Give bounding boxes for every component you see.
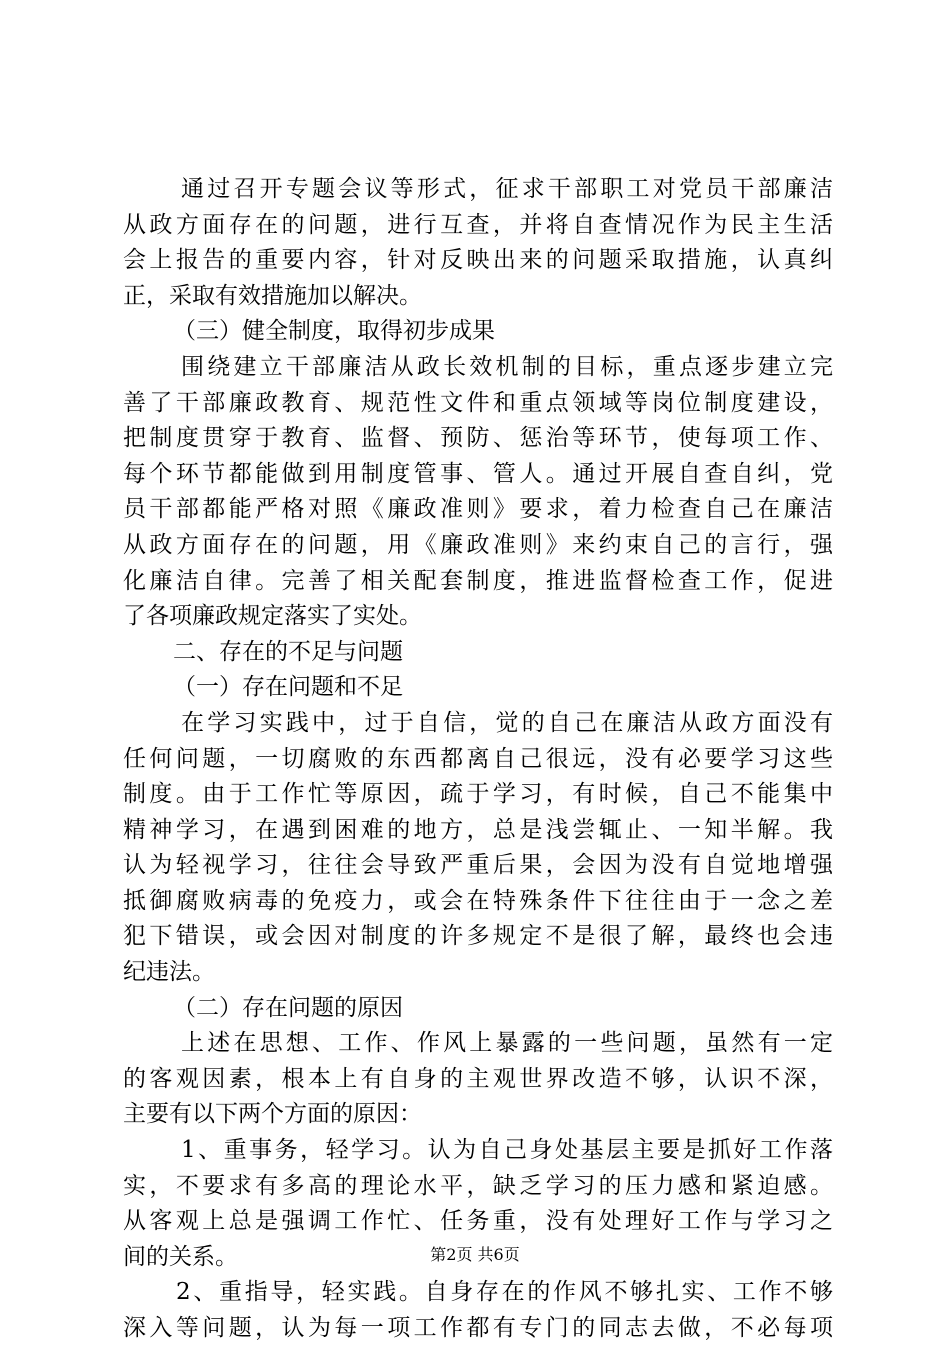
text-line: 会上报告的重要内容，针对反映出来的问题采取措施，认真纠 [123, 247, 833, 274]
text-line: 正，采取有效措施加以解决。 [123, 282, 422, 309]
text-line: 制度。由于工作忙等原因，疏于学习，有时候，自己不能集中 [123, 781, 833, 808]
text-line: 员干部都能严格对照《廉政准则》要求，着力检查自己在廉洁 [123, 496, 833, 523]
text-line: 二、存在的不足与问题 [173, 638, 403, 665]
text-line: 从客观上总是强调工作忙、任务重，没有处理好工作与学习之 [123, 1208, 833, 1235]
text-line: 1、重事务，轻学习。认为自己身处基层主要是抓好工作落 [181, 1137, 833, 1164]
text-line: 每个环节都能做到用制度管事、管人。通过开展自查自纠，党 [123, 460, 833, 487]
page-number-footer: 第2页 共6页 [430, 1245, 520, 1264]
text-line: 围绕建立干部廉洁从政长效机制的目标，重点逐步建立完 [181, 353, 833, 380]
text-line: 2、重指导，轻实践。自身存在的作风不够扎实、工作不够 [176, 1279, 833, 1306]
text-line: 犯下错误，或会因对制度的许多规定不是很了解，最终也会违 [123, 923, 833, 950]
text-line: 通过召开专题会议等形式，征求干部职工对党员干部廉洁 [181, 176, 833, 202]
text-line: 纪违法。 [123, 959, 215, 986]
text-line: 上述在思想、工作、作风上暴露的一些问题，虽然有一定 [181, 1030, 833, 1057]
text-line: 认为轻视学习，往往会导致严重后果，会因为没有自觉地增强 [123, 852, 833, 879]
text-line: （三）健全制度，取得初步成果 [173, 318, 495, 345]
document-body [123, 172, 833, 1347]
text-line: 任何问题，一切腐败的东西都离自己很远，没有必要学习这些 [123, 745, 833, 772]
text-line: 主要有以下两个方面的原因： [123, 1101, 422, 1128]
text-line: 了各项廉政规定落实了实处。 [123, 603, 422, 630]
text-line: 把制度贯穿于教育、监督、预防、惩治等环节，使每项工作、 [123, 425, 833, 452]
text-line: 从政方面存在的问题，用《廉政准则》来约束自己的言行，强 [123, 531, 833, 558]
text-line: （二）存在问题的原因 [173, 994, 403, 1021]
text-line: 善了干部廉政教育、规范性文件和重点领域等岗位制度建设， [123, 389, 833, 416]
text-line: 间的关系。 [123, 1243, 238, 1270]
text-line: 精神学习，在遇到困难的地方，总是浅尝辄止、一知半解。我 [123, 816, 833, 843]
text-line: 抵御腐败病毒的免疫力，或会在特殊条件下往往由于一念之差 [123, 887, 833, 914]
text-line: 化廉洁自律。完善了相关配套制度，推进监督检查工作，促进 [123, 567, 833, 594]
text-line: 深入等问题，认为每一项工作都有专门的同志去做，不必每项 [123, 1315, 833, 1341]
text-line: 的客观因素，根本上有自身的主观世界改造不够，认识不深， [123, 1065, 833, 1092]
text-line: 在学习实践中，过于自信，觉的自己在廉洁从政方面没有 [181, 709, 833, 736]
text-line: 从政方面存在的问题，进行互查，并将自查情况作为民主生活 [123, 211, 833, 238]
text-line: 实，不要求有多高的理论水平，缺乏学习的压力感和紧迫感。 [123, 1172, 833, 1199]
text-line: （一）存在问题和不足 [173, 674, 403, 701]
